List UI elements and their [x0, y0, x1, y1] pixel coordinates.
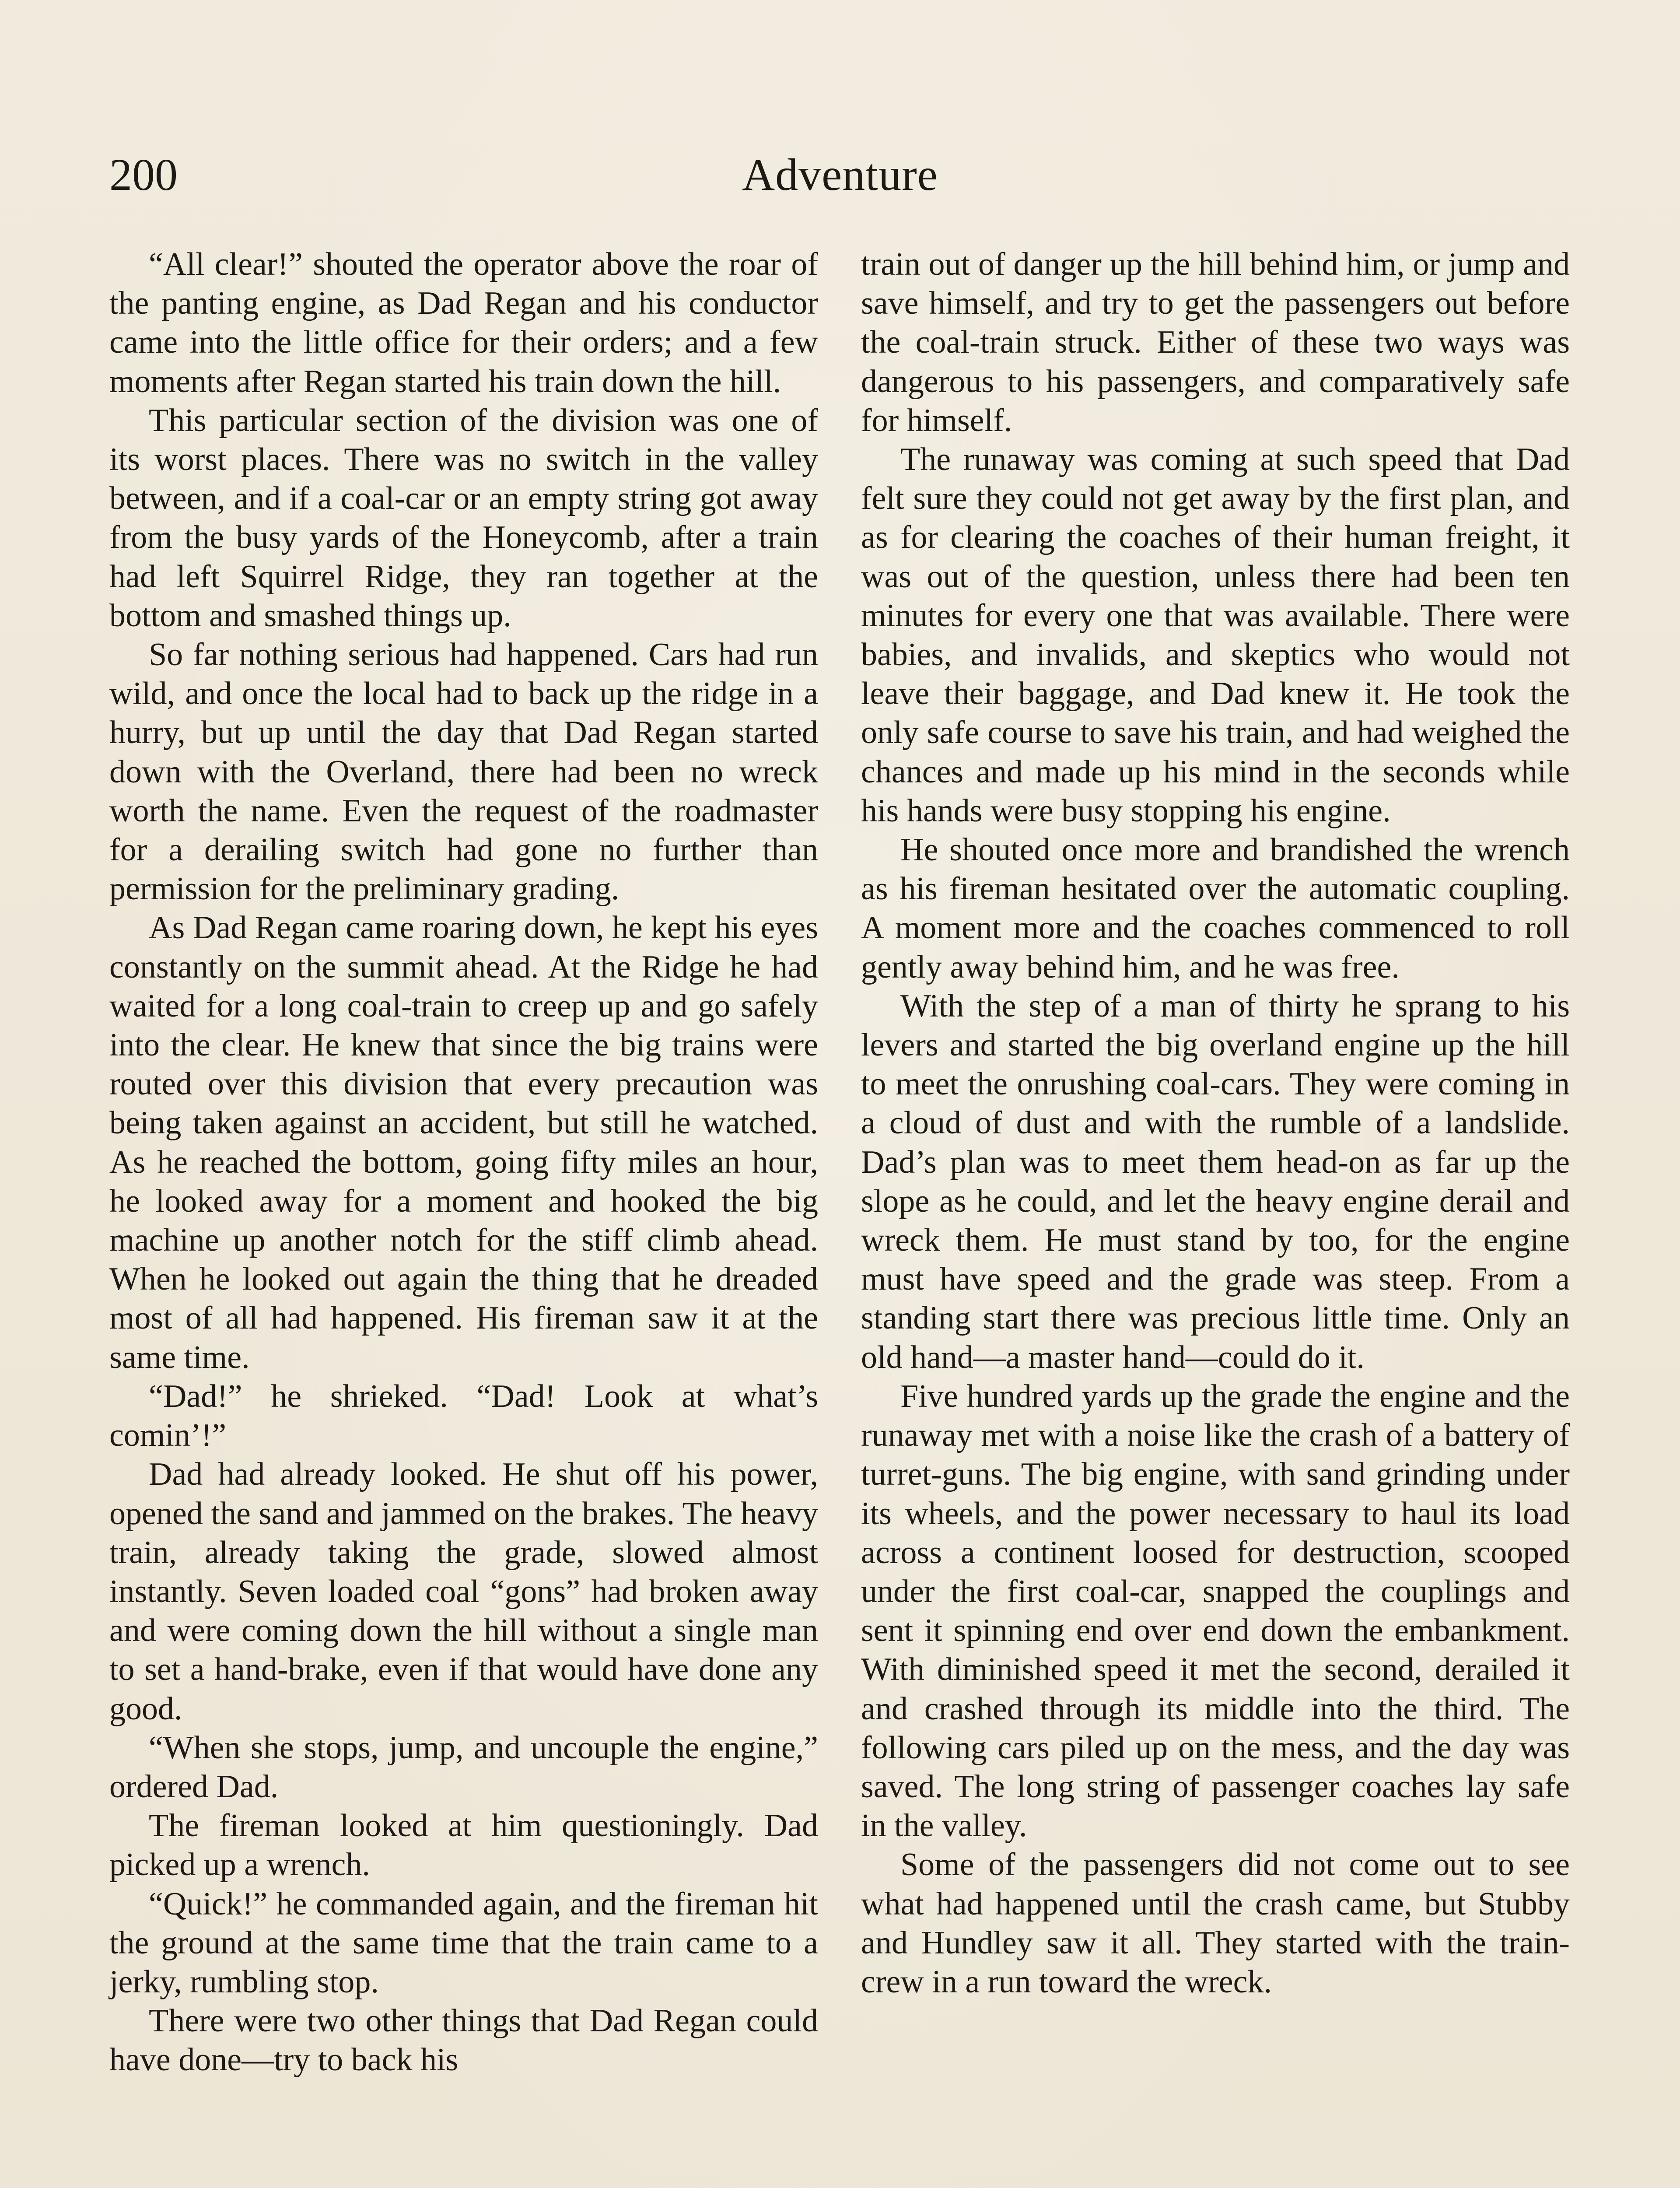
paragraph: The runaway was coming at such speed that Dad felt sure they could not get away by the first plan, and as for clearing the coaches of their human freight, it was out of the question, unless there had been ten minutes for every one that was available. There were babies, and invalids, and skeptics who would not leave their baggage, and Dad knew it. He took the only safe course to save his train, and had weighed the chances and made up his mind in the seconds while his hands were busy stopping his engine.: [861, 442, 1570, 829]
paragraph: The fireman looked at him questioningly. Dad picked up a wrench.: [109, 1808, 818, 1883]
left-column: [109, 245, 818, 2080]
page-number: 200: [109, 150, 178, 200]
paragraph: “Quick!” he commanded again, and the fireman hit the ground at the same time that the train came to a jerky, rumbling stop.: [109, 1886, 818, 2000]
paragraph: With the step of a man of thirty he sprang to his levers and started the big overland engine up the hill to meet the onrushing coal-cars. They were coming in a cloud of dust and with the rumble of a landslide. Dad’s plan was to meet them head-on as far up the slope as he could, and let the heavy engine derail and wreck them. He must stand by too, for the engine must have speed and the grade was steep. From a standing start there was precious little time. Only an old hand—a master hand—could do it.: [861, 988, 1570, 1375]
paragraph: Five hundred yards up the grade the engine and the runaway met with a noise like the crash of a battery of turret-guns. The big engine, with sand grinding under its wheels, and the power necessary to haul its load across a continent loosed for destruction, scooped under the first coal-car, snapped the couplings and sent it spinning end over end down the embankment. With diminished speed it met the second, derailed it and crashed through its middle into the third. The following cars piled up on the mess, and the day was saved. The long string of passenger coaches lay safe in the valley.: [861, 1378, 1570, 1844]
paragraph: He shouted once more and brandished the wrench as his fireman hesitated over the automatic coupling. A moment more and the coaches commenced to roll gently away behind him, and he was free.: [861, 832, 1570, 985]
paragraph: “Dad!” he shrieked. “Dad! Look at what’s comin’!”: [109, 1378, 818, 1454]
right-column: [861, 245, 1570, 2002]
paragraph: This particular section of the division was one of its worst places. There was no switch in the valley between, and if a coal-car or an empty string got away from the busy yards of the Honeycomb, after a train had left Squirrel Ridge, they ran together at the bottom and smashed things up.: [109, 402, 818, 634]
page-header: [109, 144, 1571, 206]
paragraph: So far nothing serious had happened. Cars had run wild, and once the local had to back up the ridge in a hurry, but up until the day that Dad Regan started down with the Overland, there had been no wreck worth the name. Even the request of the roadmaster for a derailing switch had gone no further than permission for the preliminary grading.: [109, 637, 818, 907]
running-title: Adventure: [742, 150, 938, 200]
paragraph: “When she stops, jump, and uncouple the engine,” ordered Dad.: [109, 1729, 818, 1805]
paragraph: Some of the passengers did not come out to see what had happened until the crash came, but Stubby and Hundley saw it all. They started with the train-crew in a run toward the wreck.: [861, 1847, 1570, 2000]
paragraph: “All clear!” shouted the operator above the roar of the panting engine, as Dad Regan and his conductor came into the little office for their orders; and a few moments after Regan started his train down the hill.: [109, 246, 818, 400]
paragraph-continued: train out of danger up the hill behind him, or jump and save himself, and try to get the passengers out before the coal-train struck. Either of these two ways was dangerous to his passengers, and comparatively safe for himself.: [861, 246, 1570, 438]
paragraph: There were two other things that Dad Regan could have done—try to back his: [109, 2003, 818, 2078]
paragraph: Dad had already looked. He shut off his power, opened the sand and jammed on the brakes. The heavy train, already taking the grade, slowed almost instantly. Seven loaded coal “gons” had broken away and were coming down the hill without a single man to set a hand-brake, even if that would have done any good.: [109, 1456, 818, 1727]
paragraph: As Dad Regan came roaring down, he kept his eyes constantly on the summit ahead. At the Ridge he had waited for a long coal-train to creep up and go safely into the clear. He knew that since the big trains were routed over this division that every precaution was being taken against an accident, but still he watched. As he reached the bottom, going fifty miles an hour, he looked away for a moment and hooked the big machine up another notch for the stiff climb ahead. When he looked out again the thing that he dreaded most of all had happened. His fireman saw it at the same time.: [109, 910, 818, 1375]
